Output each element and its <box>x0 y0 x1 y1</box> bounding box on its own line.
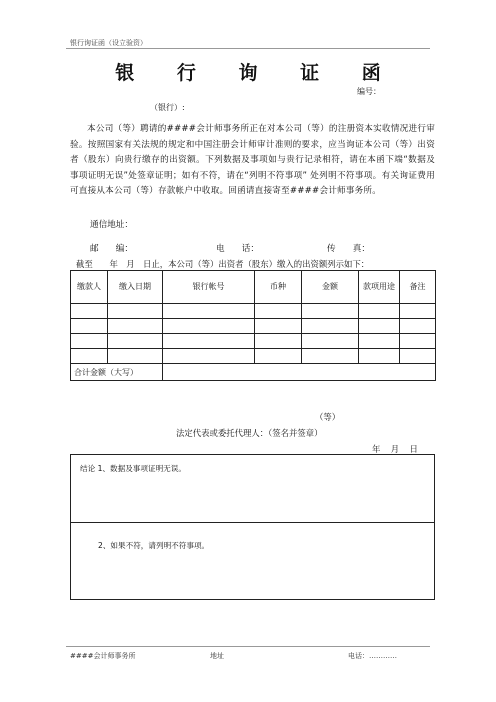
table-row <box>71 319 436 334</box>
col-header-remark: 备注 <box>400 271 436 304</box>
table-cell[interactable] <box>359 319 400 334</box>
deposit-table <box>70 270 436 381</box>
total-row <box>71 364 436 381</box>
table-cell[interactable] <box>302 334 359 349</box>
conclusion-item-2: 2、如果不符，请列明不符事项。 <box>98 541 210 550</box>
table-cell[interactable] <box>359 334 400 349</box>
table-cell[interactable] <box>400 319 436 334</box>
col-header-account: 银行帐号 <box>163 271 255 304</box>
address-label: 通信地址： <box>90 220 133 230</box>
table-cell[interactable] <box>163 304 255 319</box>
table-cell[interactable] <box>108 349 163 364</box>
footer-phone: 电话：………… <box>348 652 397 660</box>
representative-signature-label: 法定代表或委托代理人：（签名并签章） <box>176 428 323 438</box>
table-cell[interactable] <box>71 334 108 349</box>
table-cell[interactable] <box>400 304 436 319</box>
table-row <box>71 349 436 364</box>
table-cell[interactable] <box>255 319 302 334</box>
col-header-amount: 金额 <box>302 271 359 304</box>
table-cell[interactable] <box>255 334 302 349</box>
addressee-bank: （银行）: <box>150 103 185 112</box>
footer-firm: ####会计师事务所 <box>70 652 136 660</box>
table-cell[interactable] <box>108 304 163 319</box>
table-cell[interactable] <box>108 334 163 349</box>
table-row <box>71 334 436 349</box>
table-cell[interactable] <box>302 304 359 319</box>
table-header-row <box>71 271 436 304</box>
total-amount-label: 合计金额（大写） <box>71 364 163 381</box>
as-of-line: 截至 年 月 日止，本公司（等）出资者（股东）缴入的出资额列示如下： <box>76 259 370 269</box>
page-header: 银行询证函（设立验资） <box>70 39 147 47</box>
table-cell[interactable] <box>359 304 400 319</box>
col-header-date: 缴入日期 <box>108 271 163 304</box>
total-amount-value[interactable] <box>163 364 436 381</box>
table-row <box>71 304 436 319</box>
col-header-payer: 缴款人 <box>71 271 108 304</box>
table-cell[interactable] <box>302 349 359 364</box>
table-cell[interactable] <box>163 349 255 364</box>
postcode-label: 邮 编： <box>90 244 133 254</box>
body-paragraph: 本公司（等）聘请的####会计师事务所正在对本公司（等）的注册资本实收情况进行审验。按照国家有关法规的规定和中国注册会计师审计准则的要求，应当询证本公司（等）出资者（股东）向贵行缴存的出资额。下列数据及事项如与贵行记录相符，请在本函下端“数据及事项证明无误”处签章证明；如有不符，请在“列明不符事项” 处列明不符事项。有关询证费用可直接从本公司（等）存款帐户中收取。回函请直接寄至####会计师事务所。 <box>70 124 435 197</box>
footer-divider <box>66 646 430 647</box>
table-cell[interactable] <box>255 349 302 364</box>
fax-label: 传 真： <box>327 244 370 254</box>
table-cell[interactable] <box>71 319 108 334</box>
header-divider <box>66 48 430 49</box>
col-header-purpose: 款项用途 <box>359 271 400 304</box>
table-cell[interactable] <box>359 349 400 364</box>
table-cell[interactable] <box>400 349 436 364</box>
conclusion-item-1: 结论 1、数据及事项证明无误。 <box>80 464 186 473</box>
doc-number-label: 编号： <box>357 87 381 96</box>
table-cell[interactable] <box>163 334 255 349</box>
table-cell[interactable] <box>163 319 255 334</box>
col-header-currency: 币种 <box>255 271 302 304</box>
table-cell[interactable] <box>255 304 302 319</box>
signature-date: 年 月 日 <box>372 444 419 454</box>
table-cell[interactable] <box>400 334 436 349</box>
conclusion-discrepancy-box[interactable] <box>70 521 435 600</box>
table-cell[interactable] <box>302 319 359 334</box>
footer-address: 地址 <box>210 652 224 660</box>
document-title: 银 行 询 证 函 <box>115 62 399 84</box>
phone-label: 电 话： <box>216 244 259 254</box>
table-cell[interactable] <box>108 319 163 334</box>
conclusion-confirm-box[interactable] <box>70 454 435 523</box>
company-seal-label: （等） <box>315 412 341 422</box>
table-cell[interactable] <box>71 304 108 319</box>
table-cell[interactable] <box>71 349 108 364</box>
